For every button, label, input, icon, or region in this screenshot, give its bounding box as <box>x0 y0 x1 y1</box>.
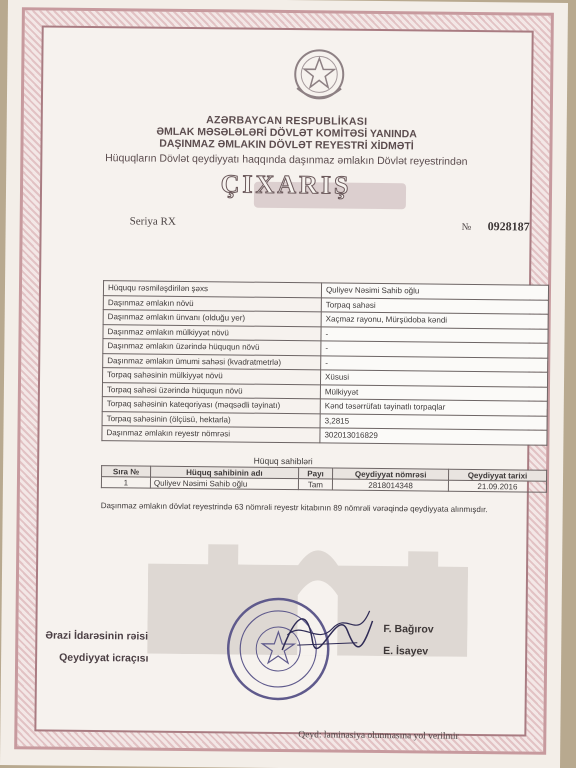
signer-name-1: F. Bağırov <box>383 623 434 636</box>
owner-cell: Quliyev Nəsimi Sahib oğlu <box>150 477 298 490</box>
info-value: Quliyev Nəsimi Sahib oğlu <box>321 283 548 300</box>
signer-name-2: E. İsayev <box>383 645 429 658</box>
owner-cell: 2818014348 <box>333 479 449 491</box>
header-committee: ƏMLAK MƏSƏLƏLƏRİ DÖVLƏT KOMİTƏSİ YANINDA <box>156 125 417 141</box>
series-label: Seriya RX <box>129 215 176 228</box>
owners-header-cell: Payı <box>298 468 333 479</box>
header-republic: AZƏRBAYCAN RESPUBLİKASI <box>206 114 368 128</box>
number-sign: № <box>461 221 472 233</box>
owners-header-cell: Hüquq sahibinin adı <box>150 466 298 479</box>
info-label: Torpaq sahəsi üzərində hüququn növü <box>102 382 320 399</box>
info-label: Hüququ rəsmiləşdirilən şəxs <box>103 281 321 298</box>
role-registrar-label: Qeydiyyat icraçısı <box>59 651 149 665</box>
info-value: Xüsusi <box>320 370 547 387</box>
info-label: Daşınmaz əmlakın mülkiyyət növü <box>103 324 321 341</box>
info-value: 3,2815 <box>320 413 547 430</box>
info-label: Daşınmaz əmlakın üzərində hüququn növü <box>103 339 321 356</box>
owners-header-cell: Qeydiyyat tarixi <box>448 469 546 481</box>
info-label: Torpaq sahəsinin mülkiyyət növü <box>103 368 321 385</box>
handwritten-signatures <box>277 600 378 661</box>
info-value: - <box>321 326 548 343</box>
info-value: 302013016829 <box>320 428 547 445</box>
footer-note: Qeyd: laminasiya olunmasına yol verilmir <box>298 730 459 742</box>
header-service: DAŞINMAZ ƏMLAKIN DÖVLƏT REYESTRİ XİDMƏTİ <box>159 137 414 153</box>
info-label: Daşınmaz əmlakın ümumi sahəsi (kvadratmetrlə) <box>103 353 321 370</box>
owners-title: Hüquq sahibləri <box>253 455 313 467</box>
owners-table <box>101 465 547 493</box>
registry-note: Daşınmaz əmlakın dövlət reyestrində 63 nömrəli reyestr kitabının 89 nömrəli vərəqində qeydiyyata alınmışdır. <box>100 501 488 515</box>
header-subtitle: Hüquqların Dövlət qeydiyyatı haqqında daşınmaz əmlakın Dövlət reyestrindən <box>105 152 468 168</box>
info-label: Torpaq sahəsinin kateqoriyası (məqsədli təyinatı) <box>102 397 320 414</box>
owners-header-cell: Sıra № <box>102 466 151 478</box>
property-info-table <box>101 280 549 445</box>
info-label: Torpaq sahəsinin (ölçüsü, hektarla) <box>102 411 320 428</box>
owner-cell: 1 <box>101 477 150 489</box>
info-value: - <box>321 355 548 372</box>
owner-cell: Tam <box>298 479 333 490</box>
info-value: - <box>321 341 548 358</box>
info-value: Xaçmaz rayonu, Mürşüdoba kəndi <box>321 312 548 329</box>
info-value: Torpaq sahəsi <box>321 297 548 314</box>
role-head-label: Ərazi İdarəsinin rəisi <box>45 629 149 643</box>
document-number: 0928187 <box>487 219 530 234</box>
info-label: Daşınmaz əmlakın ünvanı (olduğu yer) <box>103 310 321 327</box>
coat-of-arms-emblem <box>283 36 356 109</box>
document-title: ÇIXARIŞ <box>220 169 352 200</box>
info-label: Daşınmaz əmlakın reyestr nömrəsi <box>102 426 320 443</box>
owners-header-cell: Qeydiyyat nömrəsi <box>333 468 449 480</box>
owner-cell: 21.09.2016 <box>448 480 546 492</box>
info-value: Mülkiyyət <box>320 384 547 401</box>
info-value: Kənd təsərrüfatı təyinatlı torpaqlar <box>320 399 547 416</box>
info-label: Daşınmaz əmlakın növü <box>103 295 321 312</box>
